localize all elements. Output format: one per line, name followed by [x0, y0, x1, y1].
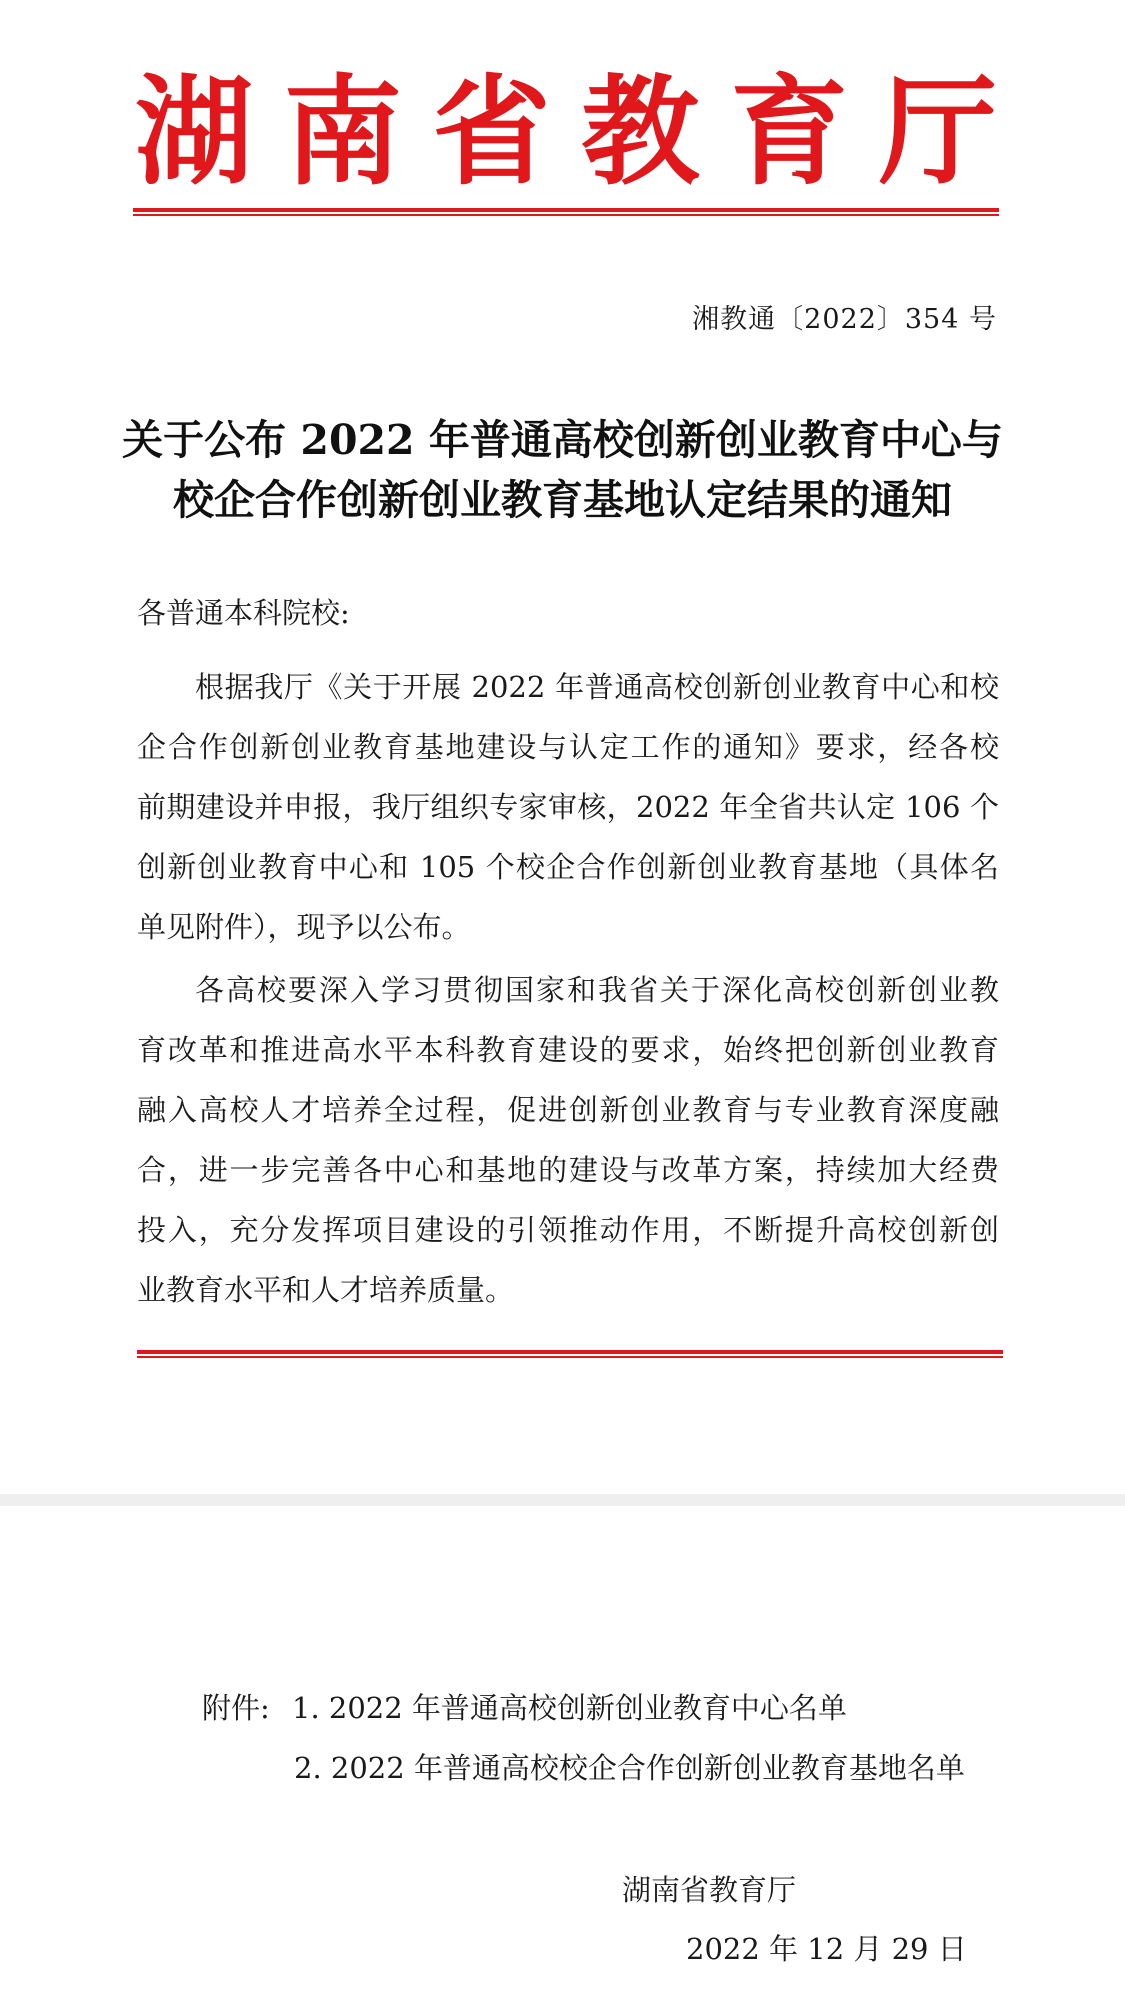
document-number: 湘教通〔2022〕354 号: [692, 304, 997, 335]
rule-thin-line: [133, 214, 999, 216]
salutation: 各普通本科院校:: [137, 596, 350, 630]
agency-masthead: [135, 62, 997, 202]
paragraph-2-line: 合，进一步完善各中心和基地的建设与改革方案，持续加大经费: [137, 1153, 999, 1187]
masthead-char: 育: [730, 62, 849, 201]
paragraph-2-line: 业教育水平和人才培养质量。: [137, 1273, 515, 1307]
signature-organization: 湖南省教育厅: [622, 1873, 797, 1907]
document-title-line-2: 校企合作创新创业教育基地认定结果的通知: [173, 476, 952, 524]
attachment-item: 1. 2022 年普通高校创新创业教育中心名单: [292, 1691, 847, 1725]
masthead-char: 厅: [878, 62, 997, 201]
paragraph-1-line: 根据我厅《关于开展 2022 年普通高校创新创业教育中心和校: [195, 670, 999, 704]
paragraph-1-line: 企合作创新创业教育基地建设与认定工作的通知》要求，经各校: [137, 730, 999, 764]
paragraph-2-line: 各高校要深入学习贯彻国家和我省关于深化高校创新创业教: [195, 973, 999, 1007]
attachment-item: 2. 2022 年普通高校校企合作创新创业教育基地名单: [294, 1751, 965, 1785]
masthead-char: 南: [283, 62, 402, 201]
attachments-label: 附件:: [202, 1691, 270, 1725]
masthead-char: 教: [581, 62, 700, 201]
masthead-char: 省: [432, 62, 551, 201]
rule-thick-line: [137, 1350, 1003, 1354]
footer-red-rule: [137, 1350, 1003, 1358]
rule-thin-line: [137, 1356, 1003, 1358]
masthead-char: 湖: [135, 62, 254, 201]
page-separator: [0, 1494, 1125, 1506]
paragraph-1-line: 单见附件），现予以公布。: [137, 910, 471, 944]
rule-thick-line: [133, 208, 999, 212]
paragraph-1-line: 创新创业教育中心和 105 个校企合作创新创业教育基地（具体名: [137, 850, 999, 884]
signature-date: 2022 年 12 月 29 日: [686, 1932, 967, 1966]
paragraph-1-line: 前期建设并申报，我厅组织专家审核，2022 年全省共认定 106 个: [137, 790, 999, 824]
document-title-line-1: 关于公布 2022 年普通高校创新创业教育中心与: [122, 416, 1003, 464]
paragraph-2-line: 育改革和推进高水平本科教育建设的要求，始终把创新创业教育: [137, 1033, 999, 1067]
header-red-rule: [133, 208, 999, 216]
paragraph-2-line: 投入，充分发挥项目建设的引领推动作用，不断提升高校创新创: [137, 1213, 999, 1247]
paragraph-2-line: 融入高校人才培养全过程，促进创新创业教育与专业教育深度融: [137, 1093, 999, 1127]
